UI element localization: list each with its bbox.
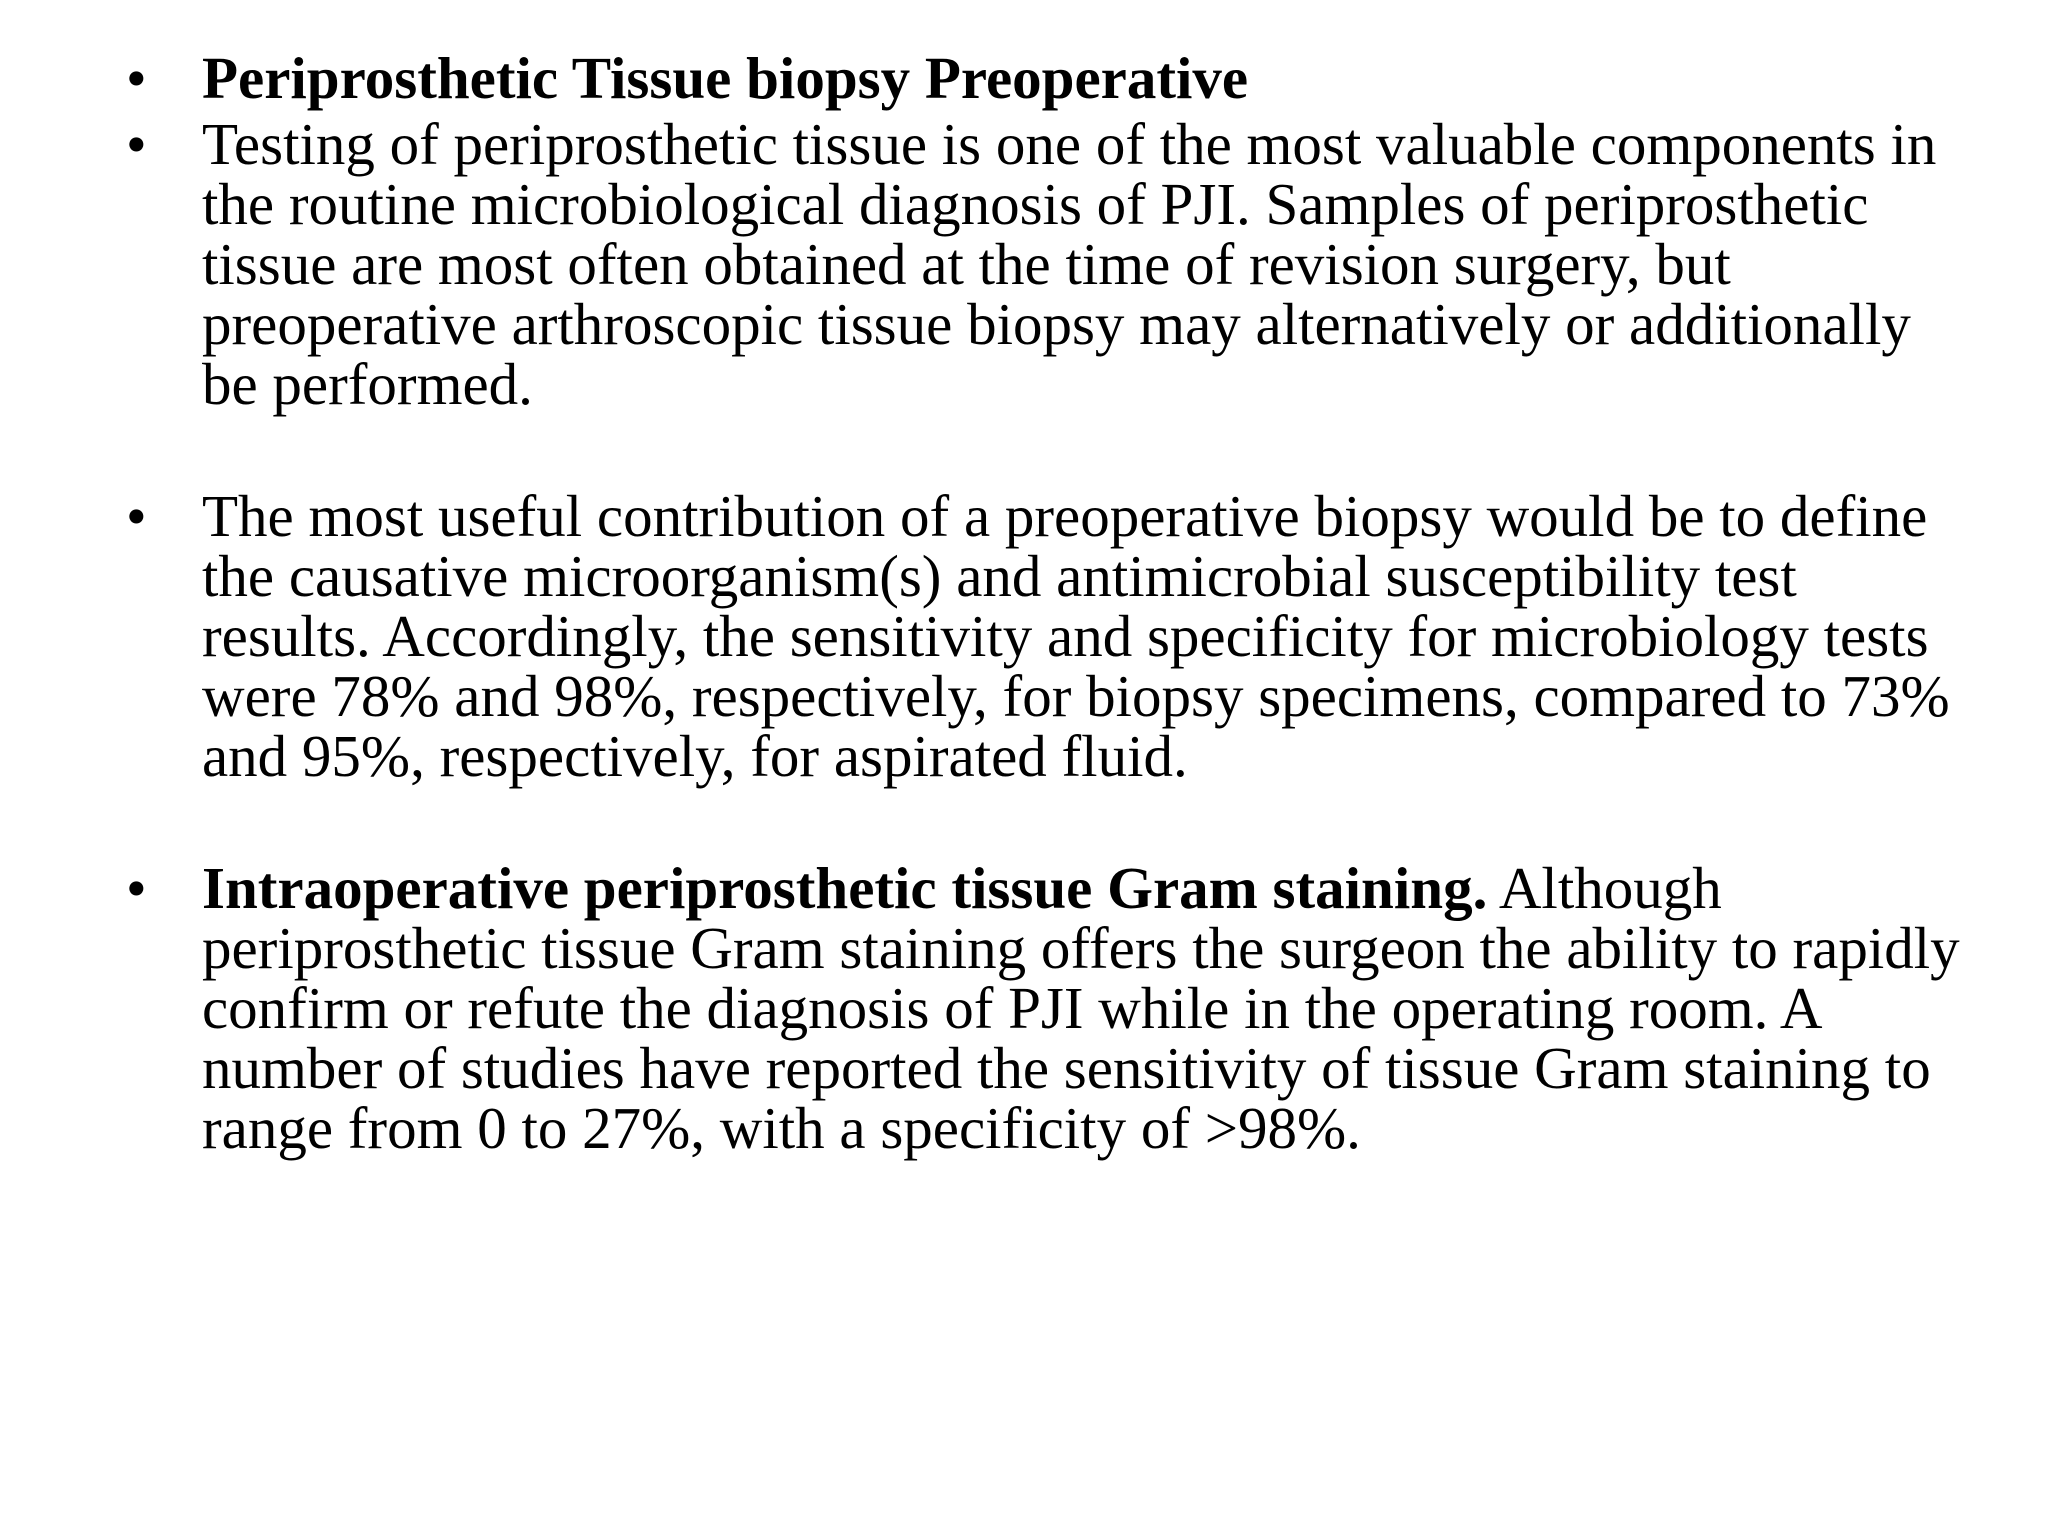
bullet-heading: Periprosthetic Tissue biopsy Preoperative: [202, 45, 1249, 111]
bullet-item-contribution: [120, 483, 1980, 789]
bullet-item-testing: [120, 111, 1980, 417]
bullet-icon: •: [126, 483, 147, 549]
bullet-item-gram-staining: [120, 855, 1980, 1161]
bullet-text: The most useful contribution of a preoperative biopsy would be to define the causative microorganism(s) and antimicrobial susceptibility test results. Accordingly, the sensitivity and specificity for microbiology tests were 78% and 98%, respectively, for biopsy specimens, compared to 73% and 95%, respectively, for aspirated fluid.: [202, 483, 1950, 789]
bullet-icon: •: [126, 111, 147, 177]
bullet-list: [120, 45, 1980, 1161]
bullet-icon: •: [126, 855, 147, 921]
bullet-item-title: [120, 45, 1980, 111]
bullet-text: Although periprosthetic tissue Gram staining offers the surgeon the ability to rapidly confirm or refute the diagnosis of PJI while in the operating room. A number of studies have reported the sensitivity of tissue Gram staining to range from 0 to 27%, with a specificity of >98%.: [202, 855, 1960, 1161]
bullet-text: Testing of periprosthetic tissue is one of the most valuable components in the routine microbiological diagnosis of PJI. Samples of periprosthetic tissue are most often obtained at the time of revision surgery, but preoperative arthroscopic tissue biopsy may alternatively or additionally be performed.: [202, 111, 1937, 417]
bullet-heading: Intraoperative periprosthetic tissue Gram staining.: [202, 855, 1488, 921]
bullet-icon: •: [126, 45, 147, 111]
